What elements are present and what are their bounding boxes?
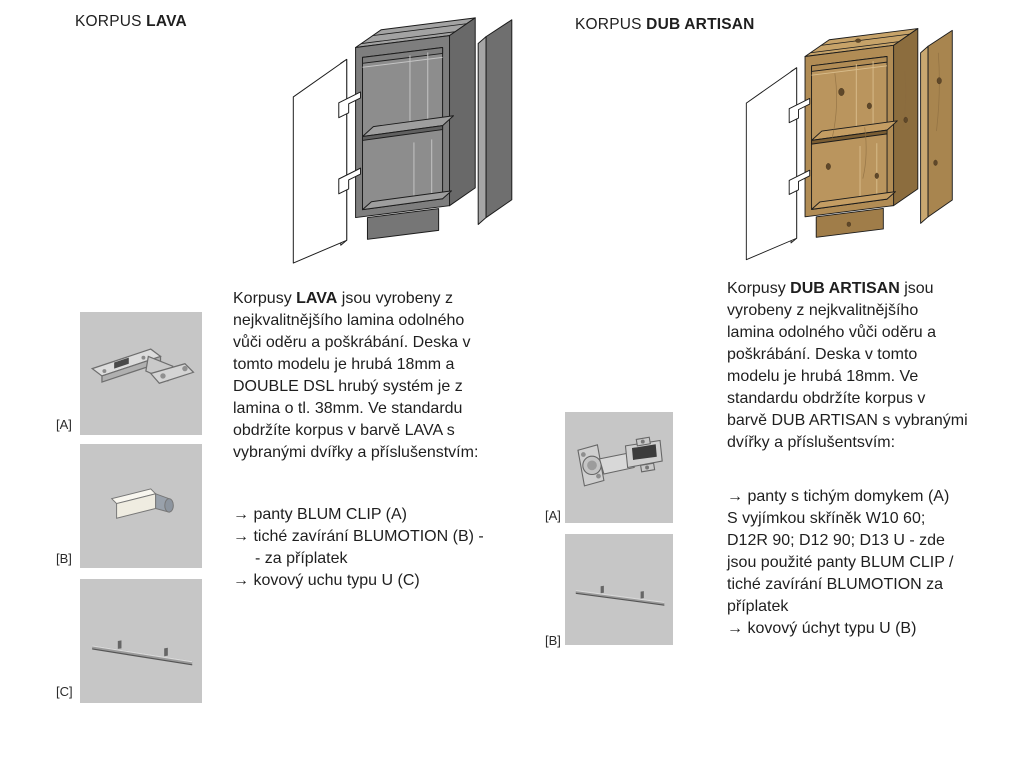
dub-artisan-cabinet-illustration [737,14,970,264]
blum-clip-hinge-icon [80,312,202,435]
u-handle-icon [565,534,673,645]
bullet-item: tiché zavírání BLUMOTION za [727,576,944,593]
paragraph-line: dvířky a příslušentsvím: [727,434,896,451]
bullet-item: S vyjímkou skříněk W10 60; [727,510,926,527]
paragraph-line: obdržíte korpus v barvě LAVA s [233,422,455,439]
bullet-item: → panty BLUM CLIP (A) [233,506,407,523]
right-title-prefix: KORPUS [575,16,647,33]
paragraph-line [727,278,1017,300]
paragraph-line: nejkvalitnějšího lamina odolného [233,312,465,329]
left-title-prefix: KORPUS [75,13,147,30]
lava-cabinet-illustration [283,4,531,266]
paragraph-line: lamina odolného vůči oděru a [727,324,937,341]
right-section-title [575,16,755,34]
left-label-c: [C] [56,684,73,699]
bullet-item: jsou použité panty BLUM CLIP / [727,554,954,571]
intro-prefix: Korpusy [727,280,791,297]
paragraph-line: DOUBLE DSL hrubý systém je z [233,378,463,395]
paragraph-line: modelu je hrubá 18mm. Ve [727,368,919,385]
u-handle-icon [80,579,202,703]
paragraph-line: barvě DUB ARTISAN s vybranými [727,412,968,429]
left-section-title [75,13,187,31]
artisan-hardware-box-b [565,534,673,645]
right-label-b: [B] [545,633,561,648]
left-title-name: LAVA [146,13,187,30]
intro-suffix: jsou vyrobeny z [337,290,453,307]
paragraph-line: tomto modelu je hrubá 18mm a [233,356,455,373]
bullet-item: příplatek [727,598,789,615]
intro-bold: LAVA [296,290,338,307]
bullet-item: → kovový uchu typu U (C) [233,572,420,589]
bullet-item-continuation: - za příplatek [255,550,348,567]
lava-hardware-box-a [80,312,202,435]
left-label-a: [A] [56,417,72,432]
paragraph-line: vybranými dvířky a příslušenstvím: [233,444,479,461]
bullet-item: → tiché zavírání BLUMOTION (B) - [233,528,484,545]
lava-hardware-box-b [80,444,202,568]
soft-close-hinge-icon [565,412,673,523]
paragraph-line: lamina o tl. 38mm. Ve standardu [233,400,463,417]
right-bullet-list [727,486,1017,640]
intro-suffix: jsou [899,280,934,297]
paragraph-line: vůči oděru a poškrábání. Deska v [233,334,471,351]
right-description [727,278,1017,640]
left-bullet-list [233,504,533,592]
intro-bold: DUB ARTISAN [790,280,900,297]
lava-hardware-box-c [80,579,202,703]
right-title-name: DUB ARTISAN [646,16,755,33]
left-description [233,288,533,592]
bullet-item: → kovový úchyt typu U (B) [727,620,917,637]
right-label-a: [A] [545,508,561,523]
lava-cabinet-drawing [283,4,531,266]
paragraph-line: vyrobeny z nejkvalitnějšího [727,302,919,319]
dub-artisan-cabinet-drawing [737,14,970,264]
bullet-item: D12R 90; D12 90; D13 U - zde [727,532,945,549]
artisan-hardware-box-a [565,412,673,523]
blumotion-damper-icon [80,444,202,568]
paragraph-line [233,288,533,310]
bullet-item: → panty s tichým domykem (A) [727,488,950,505]
paragraph-line: standardu obdržíte korpus v [727,390,926,407]
paragraph-line: poškrábání. Deska v tomto [727,346,918,363]
left-label-b: [B] [56,551,72,566]
intro-prefix: Korpusy [233,290,297,307]
